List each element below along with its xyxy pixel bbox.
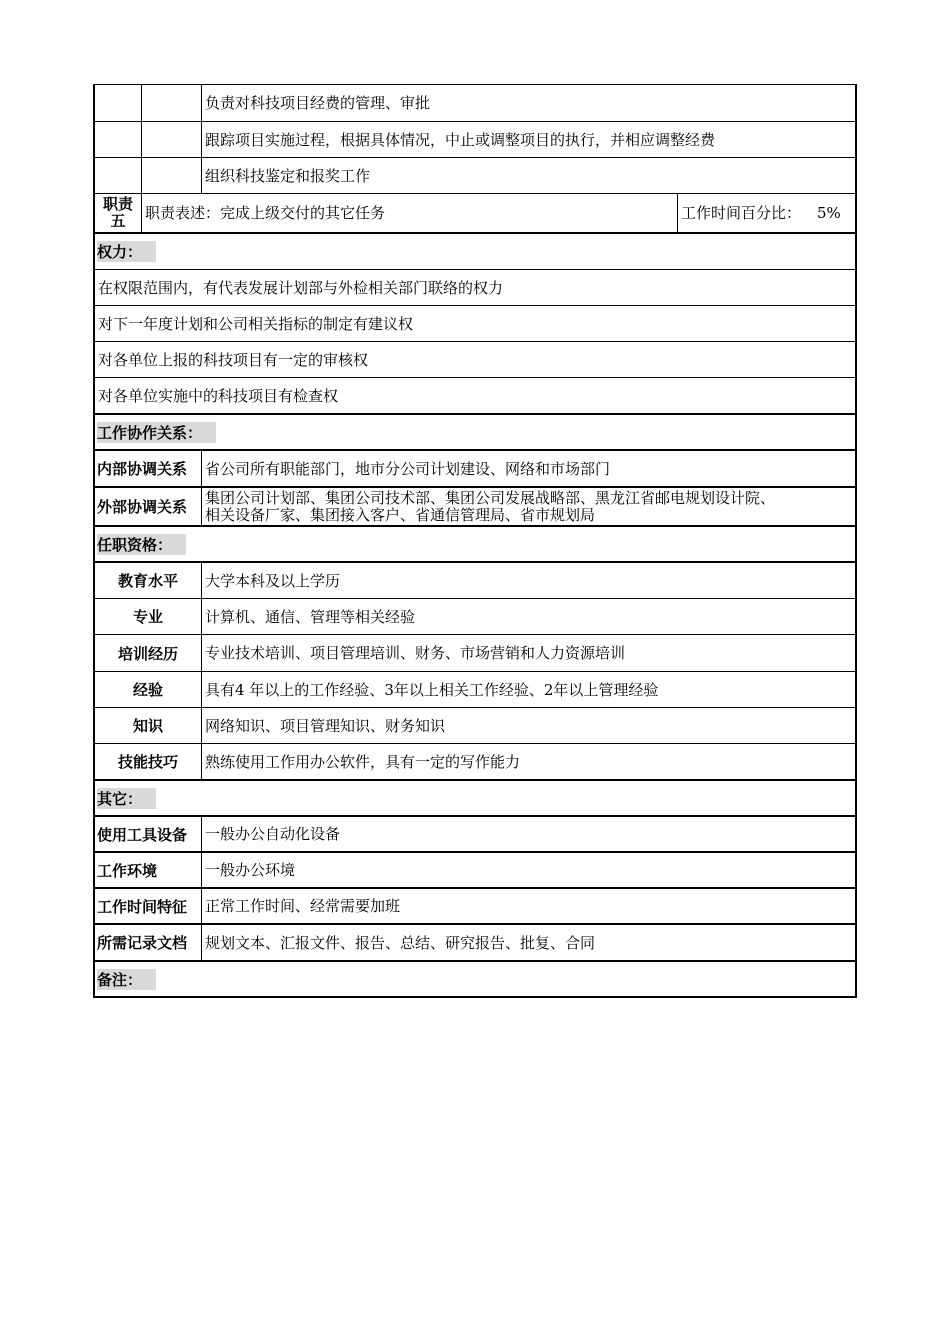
- other-label: 工作环境: [97, 861, 158, 880]
- duty-task-row: [93, 85, 857, 122]
- authority-item: [93, 342, 857, 378]
- job-description-table: [93, 84, 857, 998]
- qualification-row: [93, 744, 857, 781]
- other-value: 一般办公自动化设备: [205, 825, 341, 843]
- external-relations-value: [205, 488, 775, 525]
- external-relations-line: 相关设备厂家、集团接入客户、省通信管理局、省市规划局: [205, 505, 596, 524]
- qualification-label: 教育水平: [117, 572, 178, 590]
- qualification-value: 专业技术培训、项目管理培训、财务、市场营销和人力资源培训: [205, 644, 626, 662]
- duty-five-label-line2: 五: [110, 212, 126, 230]
- duty-task-row: [93, 122, 857, 158]
- duty-task-row: [93, 158, 857, 194]
- other-row: [93, 853, 857, 889]
- authority-item-text: 对各单位实施中的科技项目有检查权: [98, 386, 339, 405]
- relations-heading-row: [93, 415, 857, 451]
- qualification-label: 专业: [132, 608, 163, 626]
- authority-item-text: 对下一年度计划和公司相关指标的制定有建议权: [98, 314, 414, 333]
- duty-task-text: 跟踪项目实施过程，根据具体情况，中止或调整项目的执行，并相应调整经费: [205, 130, 716, 149]
- external-relations-label: 外部协调关系: [97, 498, 188, 516]
- qualification-value: 具有4 年以上的工作经验、3年以上相关工作经验、2年以上管理经验: [205, 680, 659, 699]
- authority-item: [93, 306, 857, 342]
- qualification-label: 培训经历: [117, 644, 178, 663]
- duty-five-label: [95, 194, 141, 232]
- authority-heading: 权力：: [97, 241, 156, 262]
- other-label: 使用工具设备: [97, 825, 188, 844]
- qualification-row: [93, 635, 857, 672]
- qualification-row: [93, 563, 857, 599]
- qualification-row: [93, 672, 857, 708]
- other-row: [93, 925, 857, 962]
- authority-heading-row: [93, 234, 857, 270]
- duty-five-label-line1: 职责: [102, 195, 133, 213]
- qualification-label: 经验: [132, 681, 163, 699]
- authority-item-text: 在权限范围内，有代表发展计划部与外检相关部门联络的权力: [98, 278, 504, 297]
- other-value: 一般办公环境: [205, 861, 296, 879]
- authority-item-text: 对各单位上报的科技项目有一定的审核权: [98, 350, 369, 369]
- external-relations-line: 集团公司计划部、集团公司技术部、集团公司发展战略部、黑龙江省邮电规划设计院、: [205, 488, 776, 507]
- qualification-row: [93, 708, 857, 744]
- other-row: [93, 817, 857, 853]
- other-label: 所需记录文档: [97, 934, 188, 952]
- duty-five-description: 职责表述：完成上级交付的其它任务: [145, 204, 386, 222]
- duty-five-row: [93, 194, 857, 234]
- remarks-row: [93, 962, 857, 998]
- duty-task-text: 负责对科技项目经费的管理、审批: [205, 94, 431, 112]
- time-percent-label: 工作时间百分比：: [681, 204, 802, 222]
- qualifications-heading: 任职资格：: [97, 534, 186, 555]
- internal-relations-value: 省公司所有职能部门，地市分公司计划建设、网络和市场部门: [205, 459, 611, 478]
- qualification-value: 计算机、通信、管理等相关经验: [205, 607, 416, 626]
- authority-item: [93, 378, 857, 415]
- internal-relations-row: [93, 451, 857, 488]
- qualification-value: 大学本科及以上学历: [205, 571, 341, 590]
- other-value: 正常工作时间、经常需要加班: [205, 897, 401, 915]
- authority-item: [93, 270, 857, 306]
- other-heading: 其它：: [97, 788, 156, 809]
- other-value: 规划文本、汇报文件、报告、总结、研究报告、批复、合同: [205, 933, 596, 952]
- other-row: [93, 889, 857, 925]
- other-label: 工作时间特征: [97, 897, 188, 916]
- qualification-label: 知识: [132, 717, 163, 735]
- qualification-value: 网络知识、项目管理知识、财务知识: [205, 716, 446, 735]
- qualification-label: 技能技巧: [117, 753, 178, 771]
- duty-task-text: 组织科技鉴定和报奖工作: [205, 166, 371, 185]
- external-relations-row: [93, 488, 857, 527]
- relations-heading: 工作协作关系：: [97, 422, 216, 443]
- time-percent-value: 5%: [817, 204, 841, 222]
- duty-tasks-block: [93, 84, 857, 194]
- other-heading-row: [93, 781, 857, 817]
- time-percent: [681, 194, 841, 232]
- remarks-heading: 备注：: [97, 969, 156, 990]
- qualification-row: [93, 599, 857, 635]
- qualifications-heading-row: [93, 527, 857, 563]
- qualification-value: 熟练使用工作用办公软件，具有一定的写作能力: [205, 752, 521, 771]
- internal-relations-label: 内部协调关系: [97, 460, 188, 478]
